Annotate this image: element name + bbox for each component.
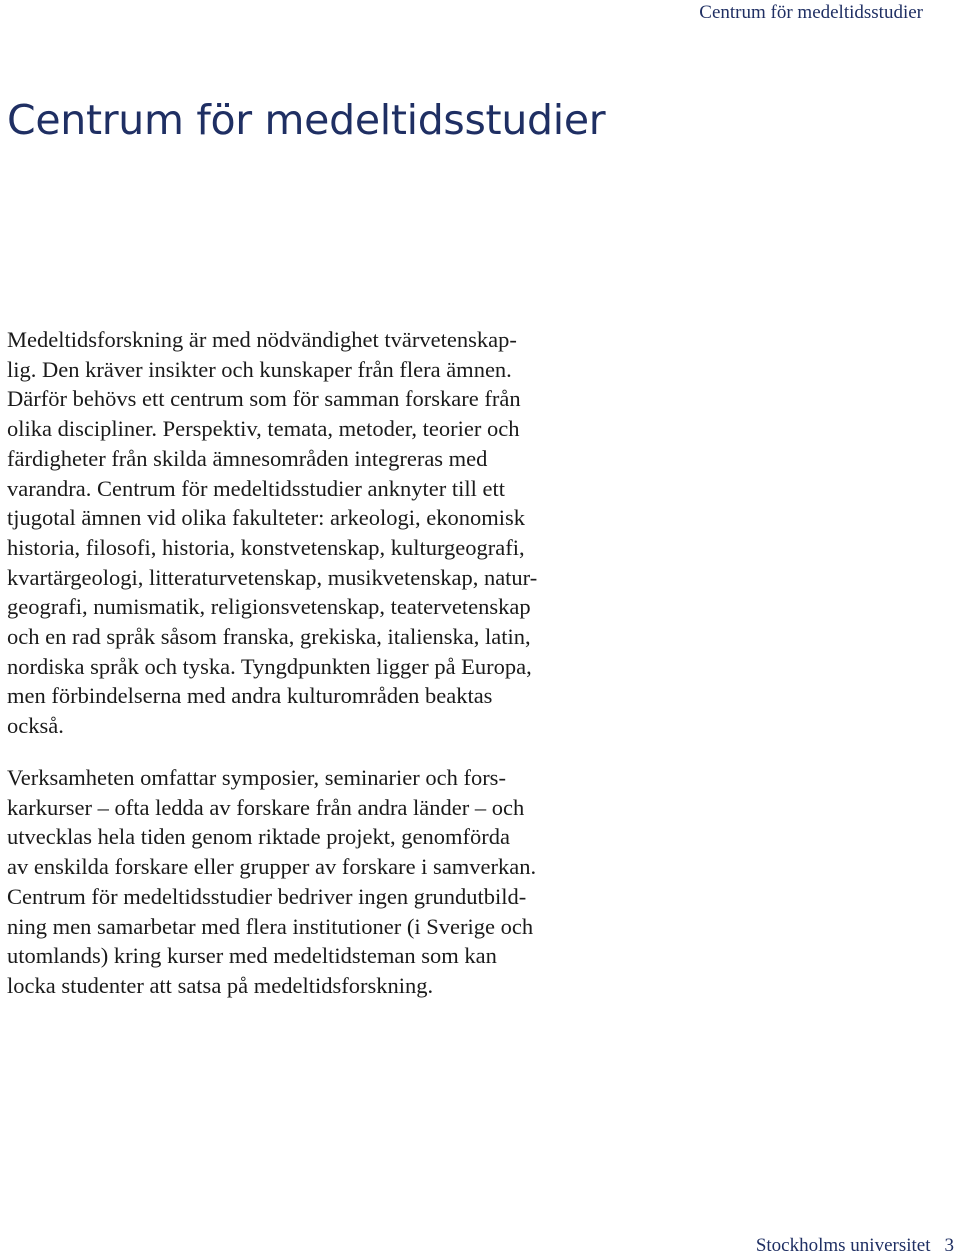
text-line: också. — [7, 713, 64, 739]
text-line: ning men samarbetar med flera institutioner (i Sverige och — [7, 913, 534, 939]
page-title: Centrum för medeltidsstudier — [7, 96, 606, 144]
publisher-name: Stockholms universitet — [755, 1235, 931, 1256]
text-line: och en rad språk såsom franska, grekiska, italienska, latin, — [7, 624, 531, 650]
text-line: historia, filosofi, historia, konstvetenskap, kulturgeografi, — [7, 534, 525, 560]
running-header: Centrum för medeltidsstudier — [699, 2, 923, 23]
text-line: Verksamheten omfattar symposier, seminarier och fors- — [7, 765, 506, 790]
text-line: locka studenter att satsa på medeltidsforskning. — [7, 972, 434, 998]
text-line: kvartärgeologi, litteraturvetenskap, musikvetenskap, natur- — [7, 564, 538, 590]
text-line: Medeltidsforskning är med nödvändighet tvärvetenskap- — [7, 327, 517, 352]
text-line: karkurser – ofta ledda av forskare från andra länder – och — [7, 794, 525, 820]
paragraph-1 — [7, 325, 627, 741]
text-line: varandra. Centrum för medeltidsstudier anknyter till ett — [7, 475, 505, 501]
text-line: utomlands) kring kurser med medeltidsteman som kan — [7, 943, 497, 969]
text-line: Centrum för medeltidsstudier bedriver ingen grundutbild- — [7, 883, 527, 909]
text-line: geografi, numismatik, religionsvetenskap, teatervetenskap — [7, 594, 531, 620]
paragraph-2 — [7, 763, 627, 1001]
text-line: tjugotal ämnen vid olika fakulteter: arkeologi, ekonomisk — [7, 505, 525, 531]
text-line: Därför behövs ett centrum som för samman forskare från — [7, 386, 521, 412]
text-line: nordiska språk och tyska. Tyngdpunkten ligger på Europa, — [7, 653, 532, 679]
text-line: olika discipliner. Perspektiv, temata, metoder, teorier och — [7, 416, 520, 442]
text-line: lig. Den kräver insikter och kunskaper från flera ämnen. — [7, 356, 512, 382]
page-number: 3 — [944, 1235, 954, 1256]
text-line: färdigheter från skilda ämnesområden integreras med — [7, 445, 488, 471]
text-line: utvecklas hela tiden genom riktade projekt, genomförda — [7, 824, 510, 850]
text-line: men förbindelserna med andra kulturområden beaktas — [7, 683, 493, 709]
page-footer — [756, 1235, 954, 1257]
text-line: av enskilda forskare eller grupper av forskare i samverkan. — [7, 854, 537, 880]
